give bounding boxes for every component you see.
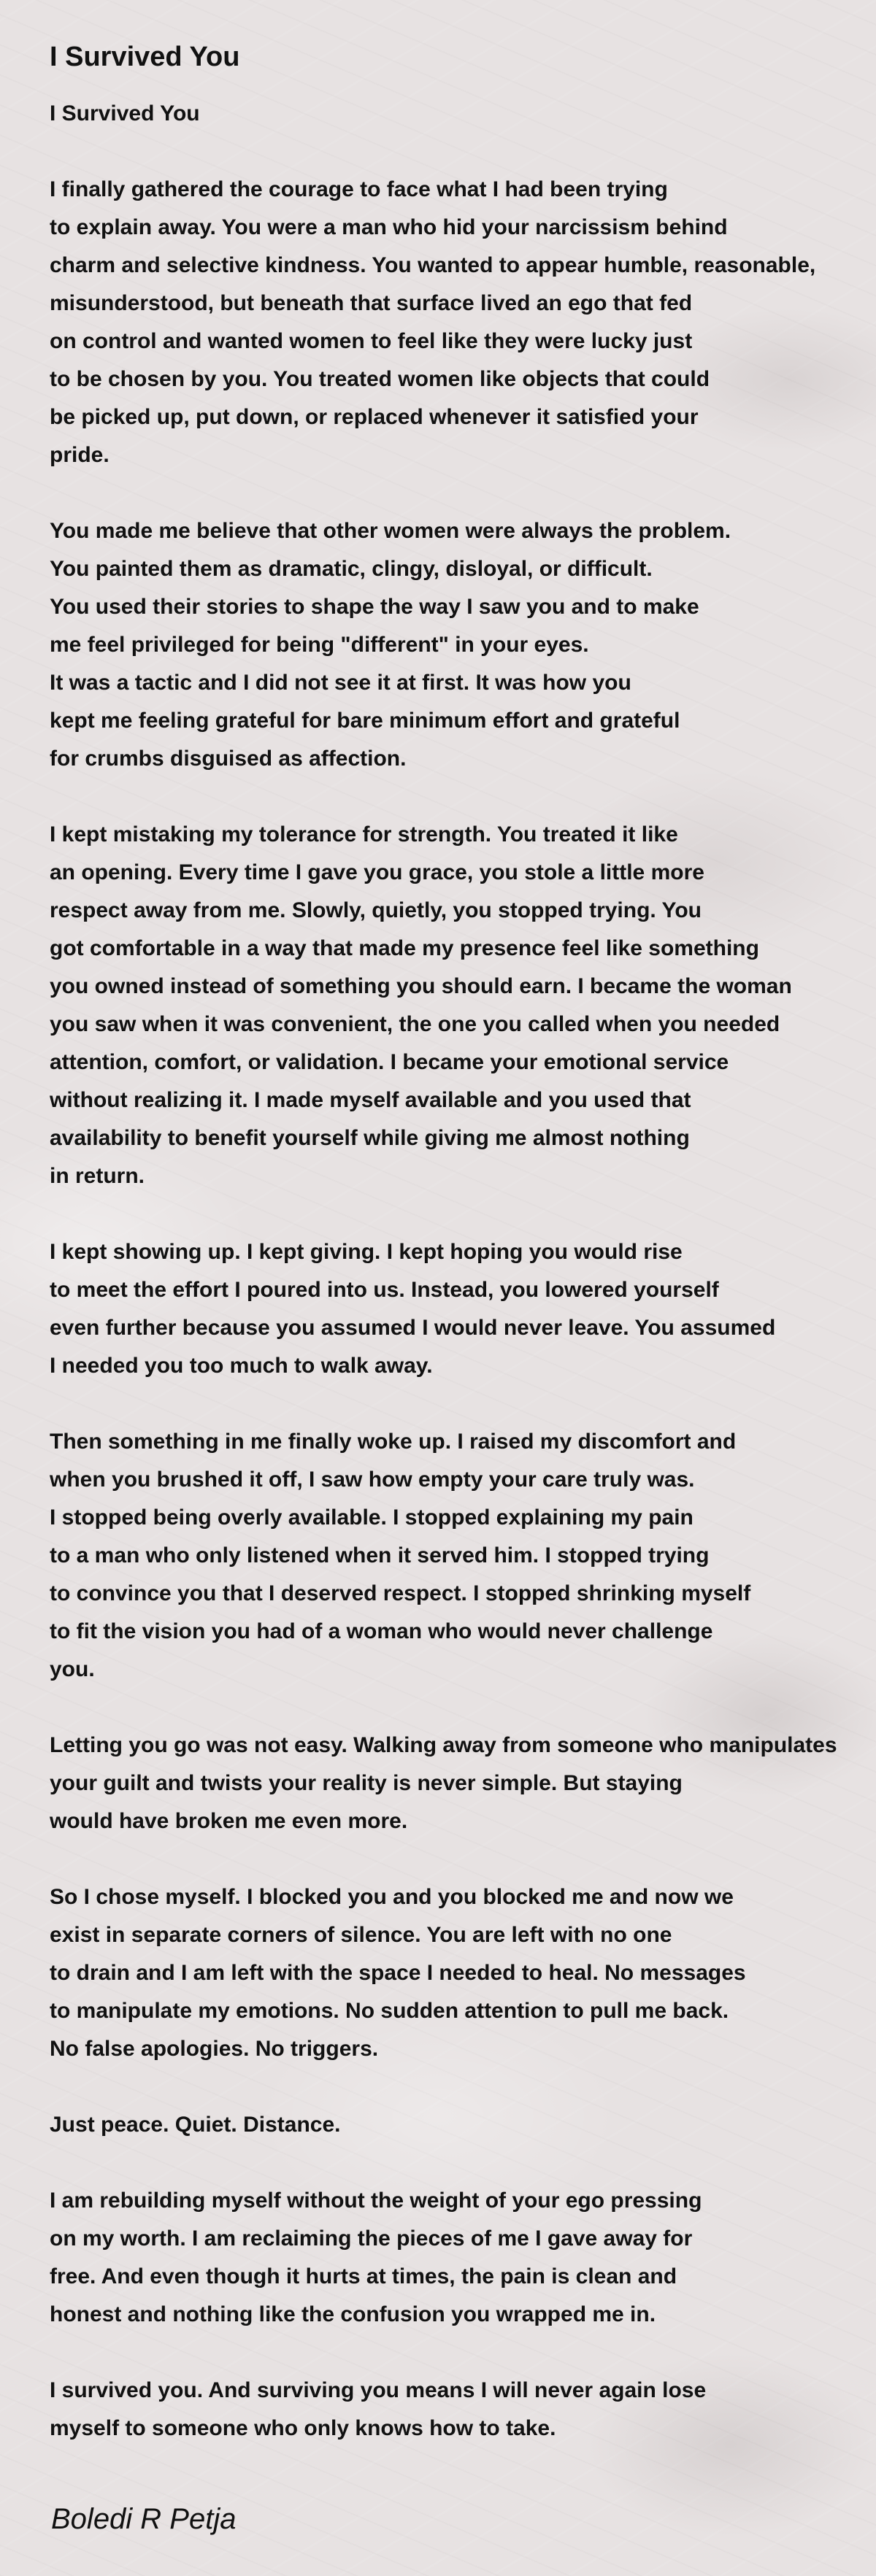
stanza: [50, 1727, 876, 1840]
poem-line: to drain and I am left with the space I needed to heal. No messages: [50, 1961, 746, 1985]
poem-line: myself to someone who only knows how to take.: [50, 2416, 556, 2440]
poem-title: I Survived You: [50, 42, 240, 72]
stanza: [50, 2182, 876, 2334]
poem-line: me feel privileged for being "different" in your eyes.: [50, 633, 589, 657]
stanza: [50, 1233, 876, 1385]
poem-line: misunderstood, but beneath that surface lived an ego that fed: [50, 291, 693, 315]
poem-line: on control and wanted women to feel like they were lucky just: [50, 329, 693, 353]
poem-line: you owned instead of something you should earn. I became the woman: [50, 974, 792, 998]
poem-line: availability to benefit yourself while giving me almost nothing: [50, 1126, 690, 1150]
poem-line: to fit the vision you had of a woman who would never challenge: [50, 1619, 713, 1643]
poem-line: to be chosen by you. You treated women like objects that could: [50, 367, 710, 391]
poem-line: be picked up, put down, or replaced whenever it satisfied your: [50, 405, 699, 429]
poem-subtitle: I Survived You: [50, 101, 200, 126]
poem-line: to explain away. You were a man who hid your narcissism behind: [50, 215, 728, 239]
poem-line: Then something in me finally woke up. I raised my discomfort and: [50, 1430, 737, 1454]
stanza: [50, 1878, 876, 2068]
poem-line: to convince you that I deserved respect. I stopped shrinking myself: [50, 1581, 751, 1605]
poem-line: your guilt and twists your reality is never simple. But staying: [50, 1771, 683, 1795]
poem-line: exist in separate corners of silence. You are left with no one: [50, 1923, 672, 1947]
poem-line: on my worth. I am reclaiming the pieces of me I gave away for: [50, 2226, 693, 2251]
poem-line: without realizing it. I made myself available and you used that: [50, 1088, 691, 1112]
poem-line: You painted them as dramatic, clingy, disloyal, or difficult.: [50, 557, 653, 581]
author-signature: Boledi R Petja: [51, 2503, 237, 2535]
poem-line: I finally gathered the courage to face what I had been trying: [50, 177, 668, 201]
stanza: [50, 2106, 876, 2144]
poem-line: You used their stories to shape the way I saw you and to make: [50, 595, 699, 619]
poem-line: I survived you. And surviving you means I will never again lose: [50, 2378, 707, 2402]
poem-body: [50, 171, 876, 2448]
poem-line: It was a tactic and I did not see it at first. It was how you: [50, 671, 631, 695]
poem-line: an opening. Every time I gave you grace, you stole a little more: [50, 860, 704, 884]
poem-line: attention, comfort, or validation. I became your emotional service: [50, 1050, 729, 1074]
poem-line: even further because you assumed I would never leave. You assumed: [50, 1316, 776, 1340]
poem-line: respect away from me. Slowly, quietly, you stopped trying. You: [50, 898, 702, 922]
poem-line: Just peace. Quiet. Distance.: [50, 2113, 341, 2137]
poem-line: got comfortable in a way that made my presence feel like something: [50, 936, 759, 960]
stanza: [50, 2372, 876, 2448]
poem-line: I am rebuilding myself without the weight of your ego pressing: [50, 2189, 702, 2213]
poem-line: I stopped being overly available. I stopped explaining my pain: [50, 1505, 694, 1530]
poem-line: I needed you too much to walk away.: [50, 1354, 433, 1378]
poem-line: honest and nothing like the confusion you wrapped me in.: [50, 2302, 656, 2326]
poem-page: [50, 35, 876, 2448]
poem-line: No false apologies. No triggers.: [50, 2037, 379, 2061]
poem-line: I kept showing up. I kept giving. I kept hoping you would rise: [50, 1240, 683, 1264]
poem-line: you.: [50, 1657, 95, 1681]
poem-line: for crumbs disguised as affection.: [50, 747, 407, 771]
poem-line: you saw when it was convenient, the one you called when you needed: [50, 1012, 780, 1036]
poem-line: free. And even though it hurts at times, the pain is clean and: [50, 2264, 677, 2288]
stanza: [50, 171, 876, 474]
poem-line: in return.: [50, 1164, 145, 1188]
poem-line: to a man who only listened when it served him. I stopped trying: [50, 1543, 710, 1567]
poem-line: I kept mistaking my tolerance for strength. You treated it like: [50, 822, 678, 847]
stanza: [50, 816, 876, 1195]
poem-line: charm and selective kindness. You wanted to appear humble, reasonable,: [50, 253, 816, 277]
poem-line: Letting you go was not easy. Walking away from someone who manipulates: [50, 1733, 837, 1757]
poem-line: kept me feeling grateful for bare minimum effort and grateful: [50, 709, 680, 733]
poem-line: to meet the effort I poured into us. Instead, you lowered yourself: [50, 1278, 719, 1302]
poem-line: pride.: [50, 443, 110, 467]
poem-line: to manipulate my emotions. No sudden attention to pull me back.: [50, 1999, 729, 2023]
stanza: [50, 1423, 876, 1689]
poem-line: when you brushed it off, I saw how empty your care truly was.: [50, 1468, 695, 1492]
poem-line: would have broken me even more.: [50, 1809, 408, 1833]
poem-line: So I chose myself. I blocked you and you blocked me and now we: [50, 1885, 734, 1909]
stanza: [50, 512, 876, 778]
poem-line: You made me believe that other women were always the problem.: [50, 519, 731, 543]
